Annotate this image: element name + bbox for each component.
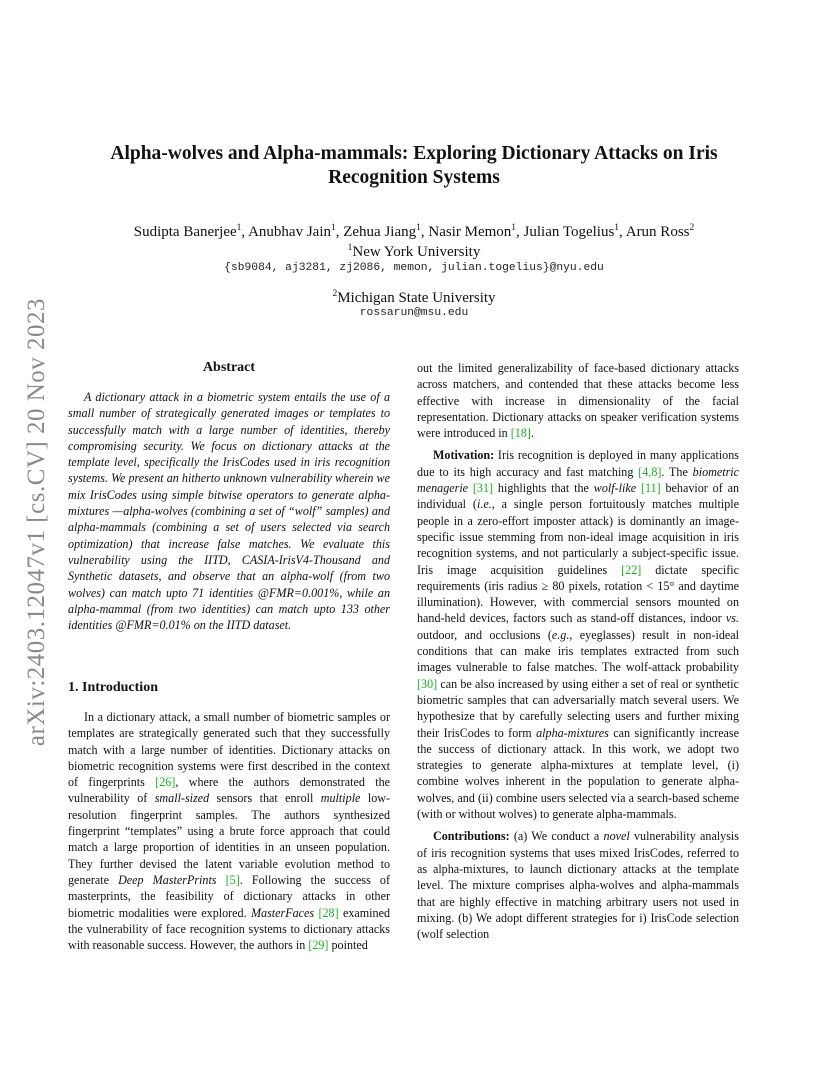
email-msu[interactable]: rossarun@msu.edu	[359, 307, 469, 319]
arxiv-identifier-text: arXiv:2403.12047v1 [cs.CV] 20 Nov 2023	[23, 297, 51, 747]
author: Nasir Memon	[428, 224, 512, 240]
citation-link[interactable]: [29]	[308, 938, 329, 953]
abstract-text	[68, 389, 390, 633]
affil-sup: 1	[347, 243, 353, 253]
motivation-paragraph: Motivation: Iris recognition is deployed in many applications due to its high accuracy and fast matching [4,8]. The biometric menagerie [31] highlights that the wolf-like [11] behavior of an individual (i.e., a single person fortuitously matches multiple people in a zero-effort imposter attack) is dominantly an image-specific issue stemming from non-ideal image acquisition in iris recognition systems, and not particularly a subject-specific issue. Iris image acquisition guidelines [22] dictate specific requirements (iris radius ≥ 80 pixels, rotation < 15° and daytime illumination). However, with commercial sensors mounted on hand-held devices, factors such as stand-off distances, indoor vs. outdoor, and occlusions (e.g., eyeglasses) result in non-ideal conditions that can make iris templates extracted from such images vulnerable to false matches. The wolf-attack probability [30] can be also increased by using either a set of real or synthetic biometric samples that can adversarially match several users. We hypothesize that by carefully selecting users and further mixing their IrisCodes to form alpha-mixtures can significantly increase the success of dictionary attack. In this work, we adopt two strategies to generate alpha-mixtures at template level, (i) combine wolves inherent in the population to generate alpha-wolves, and (ii) combine users selected via a search-based scheme (with or without wolves) to generate alpha-mammals.	[417, 448, 740, 822]
citation-link[interactable]: [22]	[621, 562, 642, 577]
motivation-label: Motivation:	[433, 448, 495, 463]
citation-link[interactable]: [4,8]	[638, 464, 662, 479]
author: Arun Ross	[625, 224, 690, 240]
author-list: Sudipta Banerjee$^1$, Anubhav Jain$^1$, Zehua Jiang$^1$, Nasir Memon$^1$, Julian Togelius$^1$, Arun Ross$^2$	[133, 223, 695, 240]
abstract-paragraph: A dictionary attack in a biometric system entails the use of a small number of strategically generated images or templates to successfully match with a large number of identities, thereby compromising security. We focus on dictionary attacks at the template level, specifically the IrisCodes used in iris recognition systems. We present an hitherto unknown vulnerability wherein we mix IrisCodes using simple bitwise operators to generate alpha-mixtures —alpha-wolves (combining a set of “wolf” samples) and alpha-mammals (combining a set of users selected via search optimization) that increase false matches. We evaluate this vulnerability using the IITD, CASIA-IrisV4-Thousand and Synthetic datasets, and observe that an alpha-wolf (from two wolves) can match upto 71 identities @FMR=0.001%, while an alpha-mammal (from two identities) can match upto 133 other identities @FMR=0.01% on the IITD dataset.	[68, 390, 390, 633]
intro-paragraph: In a dictionary attack, a small number of biometric samples or templates are strategically generated such that they successfully match with a large number of identities. Dictionary attacks on biometric recognition systems were first described in the context of fingerprints [26], where the authors demonstrated the vulnerability of small-sized sensors that enroll multiple low-resolution fingerprint samples. The authors synthesized fingerprint “templates” using a brute force approach that could match a large proportion of identities in an unseen population. They further devised the latent variable evolution method to generate Deep MasterPrints [5]. Following the success of masterprints, the feasibility of dictionary attacks in other biometric modalities were explored. MasterFaces [28] examined the vulnerability of face recognition systems to dictionary attacks with reasonable success. However, the authors in [29] pointed	[68, 710, 391, 953]
author-affil-sup: 1	[236, 223, 242, 233]
affiliation-nyu	[60, 238, 768, 262]
author: Sudipta Banerjee	[133, 224, 237, 240]
affil-sup: 2	[332, 289, 338, 299]
email-nyu[interactable]: {sb9084, aj3281, zj2086, memon, julian.togelius}@nyu.edu	[224, 262, 604, 274]
citation-link[interactable]: [5]	[225, 872, 240, 887]
citation-link[interactable]: [28]	[318, 905, 339, 920]
author-affil-sup: 1	[614, 223, 620, 233]
affil-name: New York University	[352, 244, 481, 260]
citation-link[interactable]: [18]	[510, 426, 531, 441]
affil-name: Michigan State University	[337, 290, 496, 306]
citation-link[interactable]: [30]	[417, 676, 438, 691]
contributions-label: Contributions:	[433, 829, 510, 844]
paper-title: Alpha-wolves and Alpha-mammals: Exploring Dictionary Attacks on Iris Recognition Systems	[110, 143, 718, 188]
author: Anubhav Jain	[248, 224, 331, 240]
arxiv-identifier[interactable]	[22, 282, 52, 762]
citation-link[interactable]: [26]	[155, 775, 176, 790]
section-heading-introduction: 1. Introduction	[68, 680, 158, 695]
author: Julian Togelius	[523, 224, 615, 240]
affiliation-msu	[60, 284, 768, 308]
author-affil-sup: 2	[689, 223, 695, 233]
author: Zehua Jiang	[343, 224, 417, 240]
citation-link[interactable]: [11]	[640, 481, 661, 496]
author-affil-sup: 1	[511, 223, 517, 233]
introduction-column-left	[68, 709, 390, 953]
introduction-column-right	[417, 360, 739, 942]
intro-continuation-paragraph: out the limited generalizability of face-based dictionary attacks across matchers, and contended that these attacks become less effective with increase in dimensionality of the facial representation. Dictionary attacks on speaker verification systems were introduced in [18].	[417, 361, 739, 441]
citation-link[interactable]: [31]	[472, 481, 494, 496]
abstract-heading: Abstract	[202, 360, 256, 375]
author-affil-sup: 1	[416, 223, 421, 233]
author-affil-sup: 1	[330, 223, 336, 233]
contributions-paragraph: Contributions: (a) We conduct a novel vulnerability analysis of iris recognition systems that uses mixed IrisCodes, referred to as alpha-mixtures, to launch dictionary attacks at the template level. The mixture comprises alpha-wolves and alpha-mammals that are highly effective in matching arbitrary users not used in mixing. (b) We adopt different strategies for i) IrisCode selection (wolf selection	[417, 829, 739, 942]
